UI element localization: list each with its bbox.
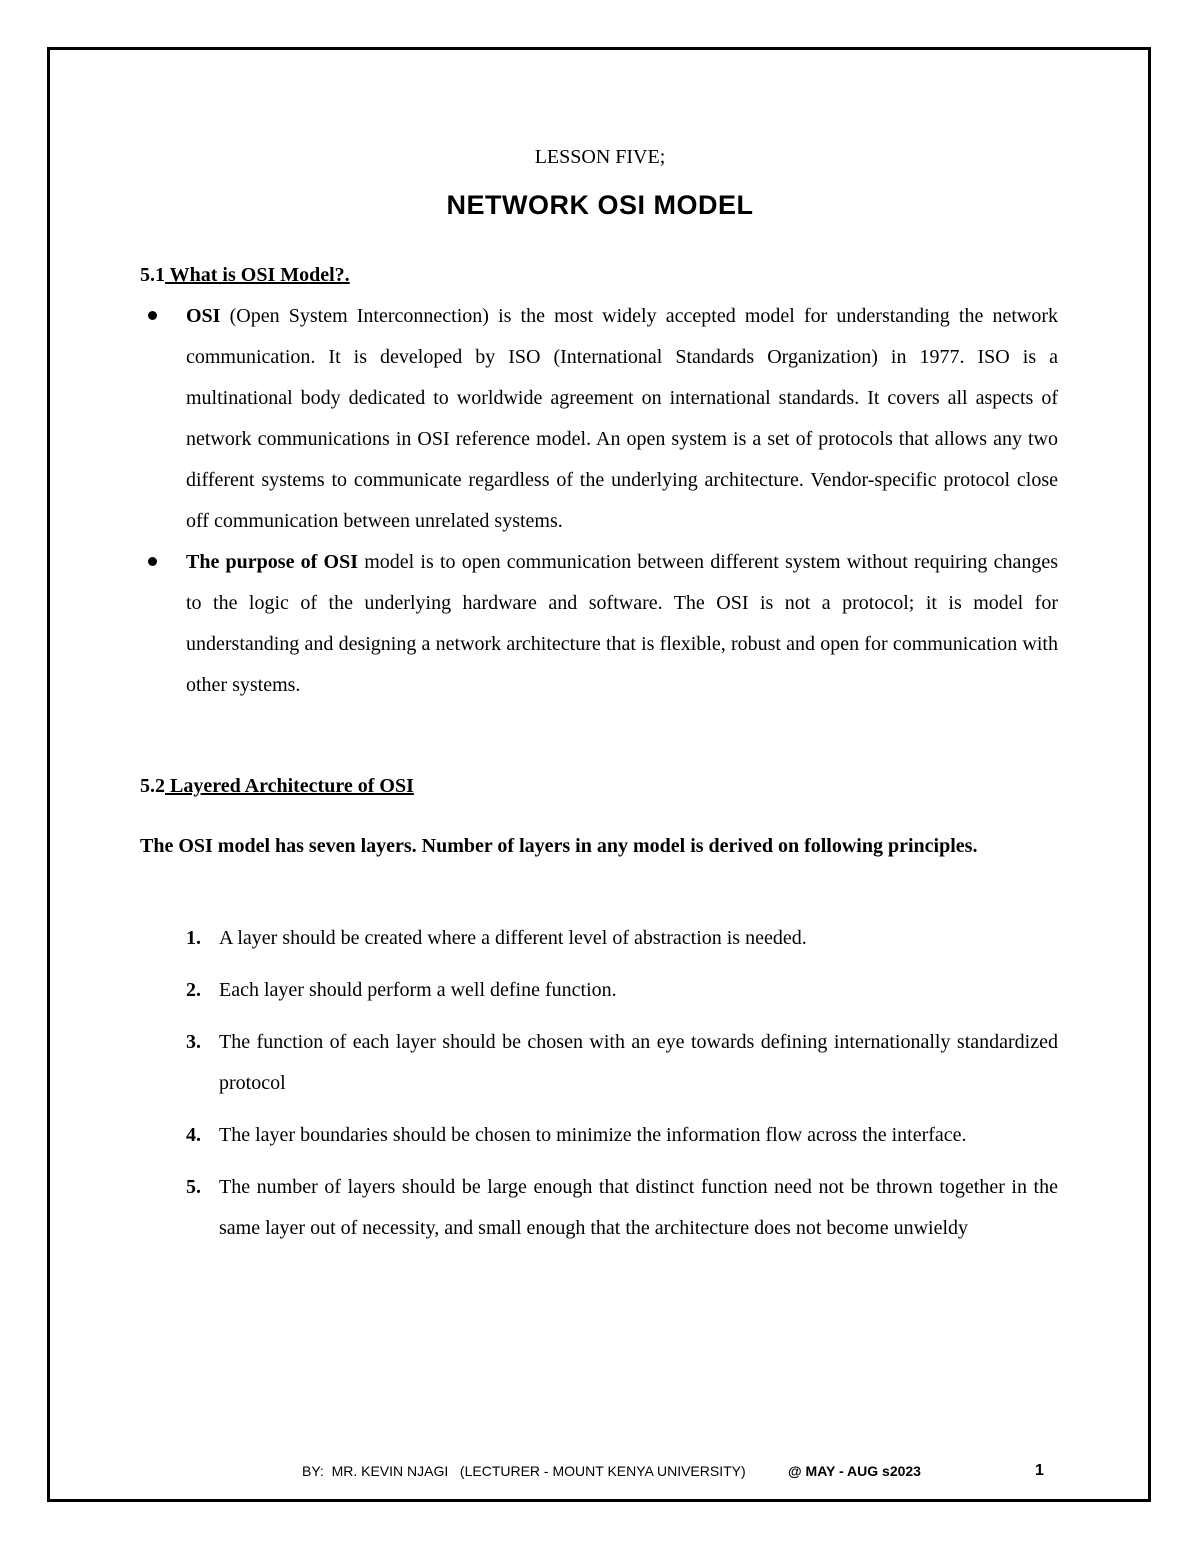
section-number: 5.2 <box>140 775 165 797</box>
item-text: A layer should be created where a different level of abstraction is needed. <box>219 927 807 949</box>
list-item <box>186 1022 1058 1104</box>
principles-list <box>186 918 1058 1260</box>
item-text: The function of each layer should be chosen with an eye towards defining internationally standardized protocol <box>219 1031 1058 1094</box>
footer-byline: BY: MR. KEVIN NJAGI (LECTURER - MOUNT KENYA UNIVERSITY) <box>302 1463 746 1479</box>
bullet-text: model is to open communication between different system without requiring changes to the logic of the underlying hardware and software. The OSI is not a protocol; it is model for understanding and designing a network architecture that is flexible, robust and open for communication with other systems. <box>186 551 1058 696</box>
section-number: 5.1 <box>140 264 165 286</box>
bullet-icon <box>148 557 157 566</box>
section-title: Layered Architecture of OSI <box>165 775 414 797</box>
item-number: 1. <box>186 927 201 949</box>
section-title: What is OSI Model?. <box>165 264 350 286</box>
page-title: NETWORK OSI MODEL <box>446 190 754 220</box>
footer-date: @ MAY - AUG s2023 <box>788 1463 921 1479</box>
item-number: 2. <box>186 979 201 1001</box>
list-item <box>186 1167 1058 1249</box>
bullet-lead: The purpose of OSI <box>186 551 358 573</box>
item-number: 3. <box>186 1031 201 1053</box>
item-number: 5. <box>186 1176 201 1198</box>
item-text: The number of layers should be large enough that distinct function need not be thrown together in the same layer out of necessity, and small enough that the architecture does not become unwieldy <box>219 1176 1058 1239</box>
section-heading-5-1 <box>140 262 350 288</box>
item-text: Each layer should perform a well define function. <box>219 979 617 1001</box>
bullet-lead: OSI <box>186 305 221 327</box>
item-text: The layer boundaries should be chosen to minimize the information flow across the interface. <box>219 1124 967 1146</box>
list-item <box>186 1115 1058 1156</box>
list-item <box>140 296 1058 542</box>
bullet-icon <box>148 311 157 320</box>
bullet-text: (Open System Interconnection) is the most widely accepted model for understanding the network communication. It is developed by ISO (International Standards Organization) in 1977. ISO is a multinational body dedicated to worldwide agreement on international standards. It covers all aspects of network communications in OSI reference model. An open system is a set of protocols that allows any two different systems to communicate regardless of the underlying architecture. Vendor-specific protocol close off communication between unrelated systems. <box>186 305 1058 532</box>
section-heading-5-2 <box>140 773 414 799</box>
list-item <box>186 970 1058 1011</box>
bullet-list <box>140 296 1058 706</box>
lesson-label: LESSON FIVE; <box>534 146 666 168</box>
item-number: 4. <box>186 1124 201 1146</box>
list-item <box>186 918 1058 959</box>
list-item <box>140 542 1058 706</box>
section-intro: The OSI model has seven layers. Number of layers in any model is derived on following principles. <box>140 835 978 857</box>
page-number: 1 <box>1035 1462 1044 1479</box>
